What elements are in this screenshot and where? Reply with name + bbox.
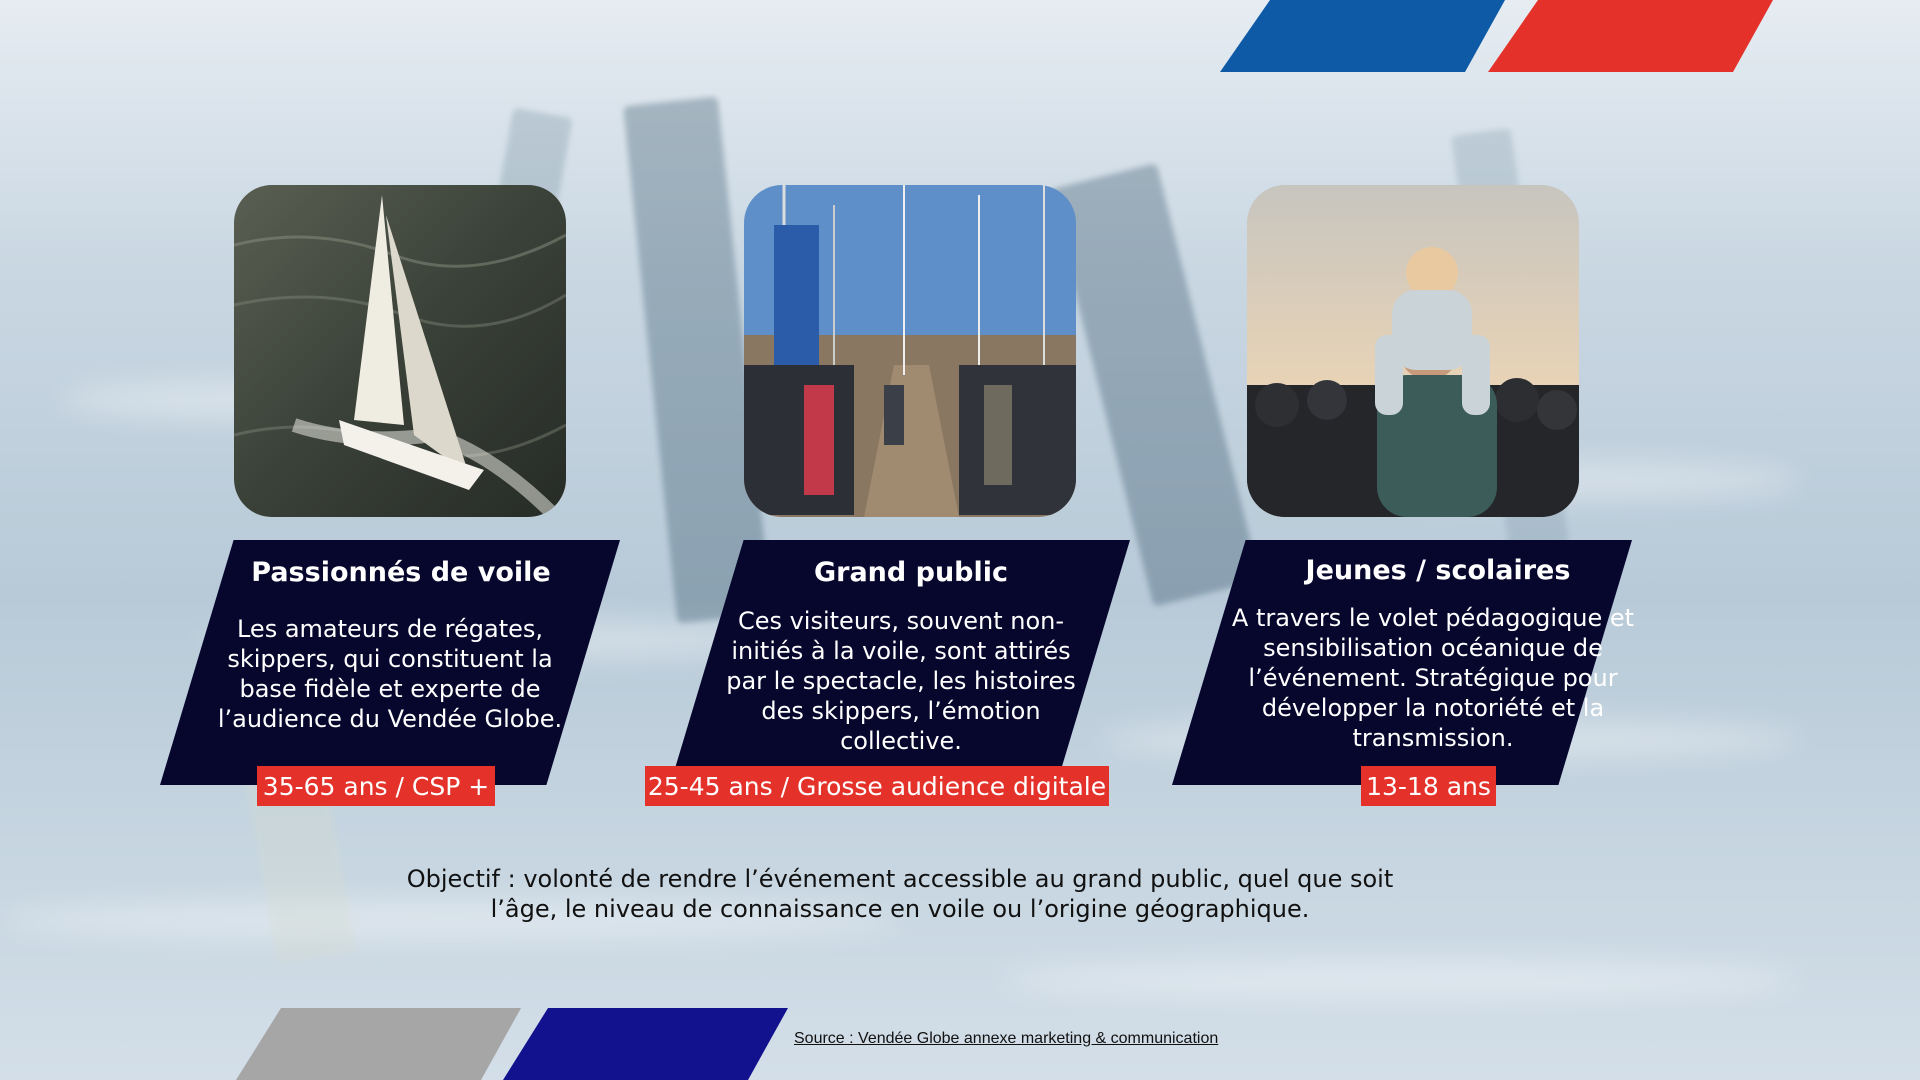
source-link[interactable]: Source : Vendée Globe annexe marketing & communication [794,1030,1219,1047]
bottom-blue-stripe [503,1008,788,1080]
card-jeunes-description: A travers le volet pédagogique et sensibilisation océanique de l’événement. Stratégique pour développer la notoriété et la transmission. [1231,604,1635,752]
card-passionnes-tag: 35-65 ans / CSP + [257,766,495,806]
card-grand-public-title: Grand public [813,557,1009,588]
child-on-shoulders-photo [1247,185,1579,517]
sailboat-photo [234,185,566,517]
top-blue-stripe [1220,0,1505,72]
bottom-grey-stripe [236,1008,521,1080]
card-passionnes-description: Les amateurs de régates, skippers, qui constituent la base fidèle et experte de l’audience du Vendée Globe. [217,615,563,733]
card-passionnes-title: Passionnés de voile [251,557,551,588]
card-jeunes-title: Jeunes / scolaires [1305,555,1571,586]
crowd-pontoon-photo [744,185,1076,517]
card-grand-public-description: Ces visiteurs, souvent non-initiés à la voile, sont attirés par le spectacle, les histoires des skippers, l’émotion collective. [726,607,1076,755]
top-red-stripe [1488,0,1773,72]
card-grand-public-tag: 25-45 ans / Grosse audience digitale [645,766,1109,806]
card-jeunes-tag: 13-18 ans [1361,766,1496,806]
objective-text: Objectif : volonté de rendre l’événement accessible au grand public, quel que soit l’âge, le niveau de connaissance en voile ou l’origine géographique. [406,865,1394,923]
